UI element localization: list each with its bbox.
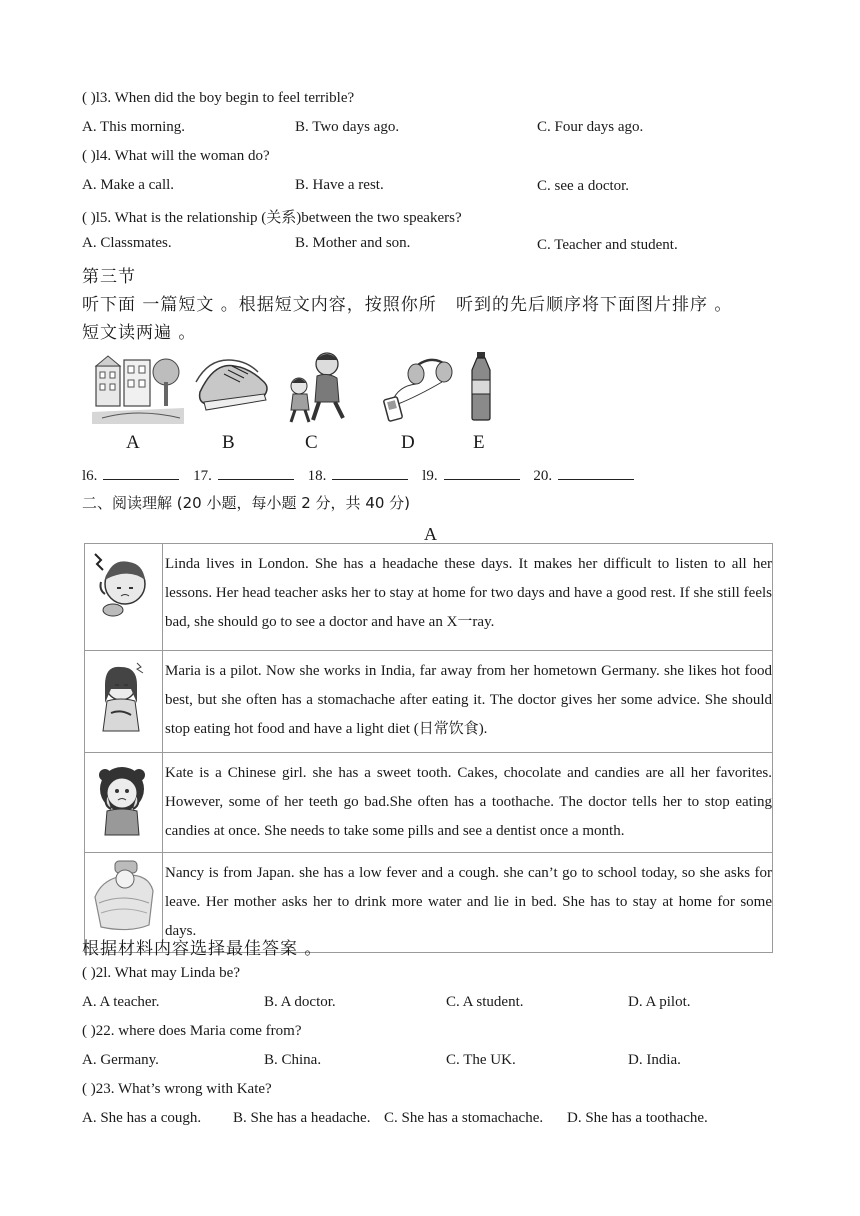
- kids-running-icon: [285, 350, 351, 426]
- question-14-option-a: A. Make a call.: [82, 177, 175, 193]
- street-scene-icon: [92, 352, 184, 424]
- question-23-option-b: B. She has a headache.: [233, 1110, 371, 1126]
- question-23-option-a: A. She has a cough.: [82, 1110, 202, 1126]
- question-22-option-a: A. Germany.: [82, 1052, 159, 1068]
- blank-label-16: l6.: [82, 468, 98, 484]
- picture-label-a: A: [126, 432, 140, 453]
- question-15-option-b: B. Mother and son.: [295, 235, 411, 251]
- blank-label-18: 18.: [307, 468, 327, 484]
- table-cell-image: [85, 544, 163, 651]
- answer-blanks-row: [82, 465, 644, 485]
- question-15-option-a: A. Classmates.: [82, 235, 172, 251]
- picture-label-e: E: [473, 432, 485, 453]
- reading-passage-table: [84, 543, 773, 953]
- table-cell-image: [85, 651, 163, 753]
- headache-girl-icon: [85, 544, 162, 633]
- question-14-option-b: B. Have a rest.: [295, 177, 384, 193]
- question-22-stem: ( )22. where does Maria come from?: [82, 1023, 302, 1039]
- question-23-stem: ( )23. What’s wrong with Kate?: [82, 1081, 272, 1097]
- question-21-option-d: D. A pilot.: [628, 994, 691, 1010]
- answer-blank-19[interactable]: [444, 465, 520, 480]
- answer-blank-20[interactable]: [558, 465, 634, 480]
- question-22-option-d: D. India.: [628, 1052, 681, 1068]
- question-15-stem: ( )l5. What is the relationship (关系)between the two speakers?: [82, 210, 462, 226]
- bottle-icon: [468, 350, 494, 422]
- question-14-option-c: C. see a doctor.: [537, 178, 630, 194]
- section-3-heading: 第三节: [82, 267, 136, 287]
- nancy-passage: Nancy is from Japan. she has a low fever and a cough. she can’t go to school today, so she asks for leave. Her mother asks her to drink more water and lie in bed. She has to stay at home for some days.: [163, 853, 773, 953]
- question-23-option-d: D. She has a toothache.: [567, 1110, 708, 1126]
- question-13-option-a: A. This morning.: [82, 119, 186, 135]
- question-13-option-c: C. Four days ago.: [537, 119, 644, 135]
- question-15-option-c: C. Teacher and student.: [537, 237, 678, 253]
- table-row: [85, 753, 773, 853]
- stomachache-girl-icon: [85, 651, 162, 752]
- table-row: [85, 544, 773, 651]
- answer-blank-16[interactable]: [103, 465, 179, 480]
- question-13-option-b: B. Two days ago.: [295, 119, 400, 135]
- mp3-headphones-icon: [378, 350, 454, 422]
- blank-label-19: l9.: [422, 468, 438, 484]
- picture-label-d: D: [401, 432, 415, 453]
- answer-blank-17[interactable]: [218, 465, 294, 480]
- question-21-option-b: B. A doctor.: [264, 994, 336, 1010]
- choose-instruction: 根据材料内容选择最佳答案 。: [82, 939, 323, 959]
- linda-passage: Linda lives in London. She has a headache these days. It makes her difficult to listen to all her lessons. Her head teacher asks her to stay at home for two days and have a good rest. If she still feels bad, she should go to see a doctor and have an X一ray.: [163, 544, 773, 651]
- toothache-girl-icon: [85, 753, 162, 848]
- section-3-instruction-line2: 短文读两遍 。: [82, 323, 197, 343]
- question-21-option-a: A. A teacher.: [82, 994, 160, 1010]
- maria-passage: Maria is a pilot. Now she works in India, far away from her hometown Germany. she likes hot food best, but she often has a stomachache after eating it. The doctor gives her some advice. She should stop eating hot food and have a light diet (日常饮食).: [163, 651, 773, 753]
- question-13-stem: ( )l3. When did the boy begin to feel terrible?: [82, 90, 355, 106]
- blank-label-20: 20.: [533, 468, 553, 484]
- sneakers-icon: [194, 352, 272, 420]
- blank-label-17: 17.: [193, 468, 212, 484]
- part-2-heading: 二、阅读理解 (20 小题，每小题 2 分，共 40 分): [82, 494, 411, 512]
- question-22-option-c: C. The UK.: [446, 1052, 516, 1068]
- question-23-option-c: C. She has a stomachache.: [384, 1110, 544, 1126]
- section-3-instruction-line1: 听下面 一篇短文 。根据短文内容，按照你所 听到的先后顺序将下面图片排序 。: [82, 295, 733, 315]
- question-14-stem: ( )l4. What will the woman do?: [82, 148, 270, 164]
- passage-a-label: A: [424, 524, 437, 544]
- answer-blank-18[interactable]: [332, 465, 408, 480]
- table-row: [85, 651, 773, 753]
- sick-in-bed-icon: [85, 853, 162, 944]
- question-21-stem: ( )2l. What may Linda be?: [82, 965, 240, 981]
- picture-label-b: B: [222, 432, 235, 453]
- picture-label-c: C: [305, 432, 318, 453]
- question-21-option-c: C. A student.: [446, 994, 524, 1010]
- kate-passage: Kate is a Chinese girl. she has a sweet tooth. Cakes, chocolate and candies are all her favorites. However, some of her teeth go bad.She often has a toothache. The doctor tells her to stop eating candies at once. She needs to take some pills and see a dentist once a month.: [163, 753, 773, 853]
- table-cell-image: [85, 753, 163, 853]
- question-22-option-b: B. China.: [264, 1052, 322, 1068]
